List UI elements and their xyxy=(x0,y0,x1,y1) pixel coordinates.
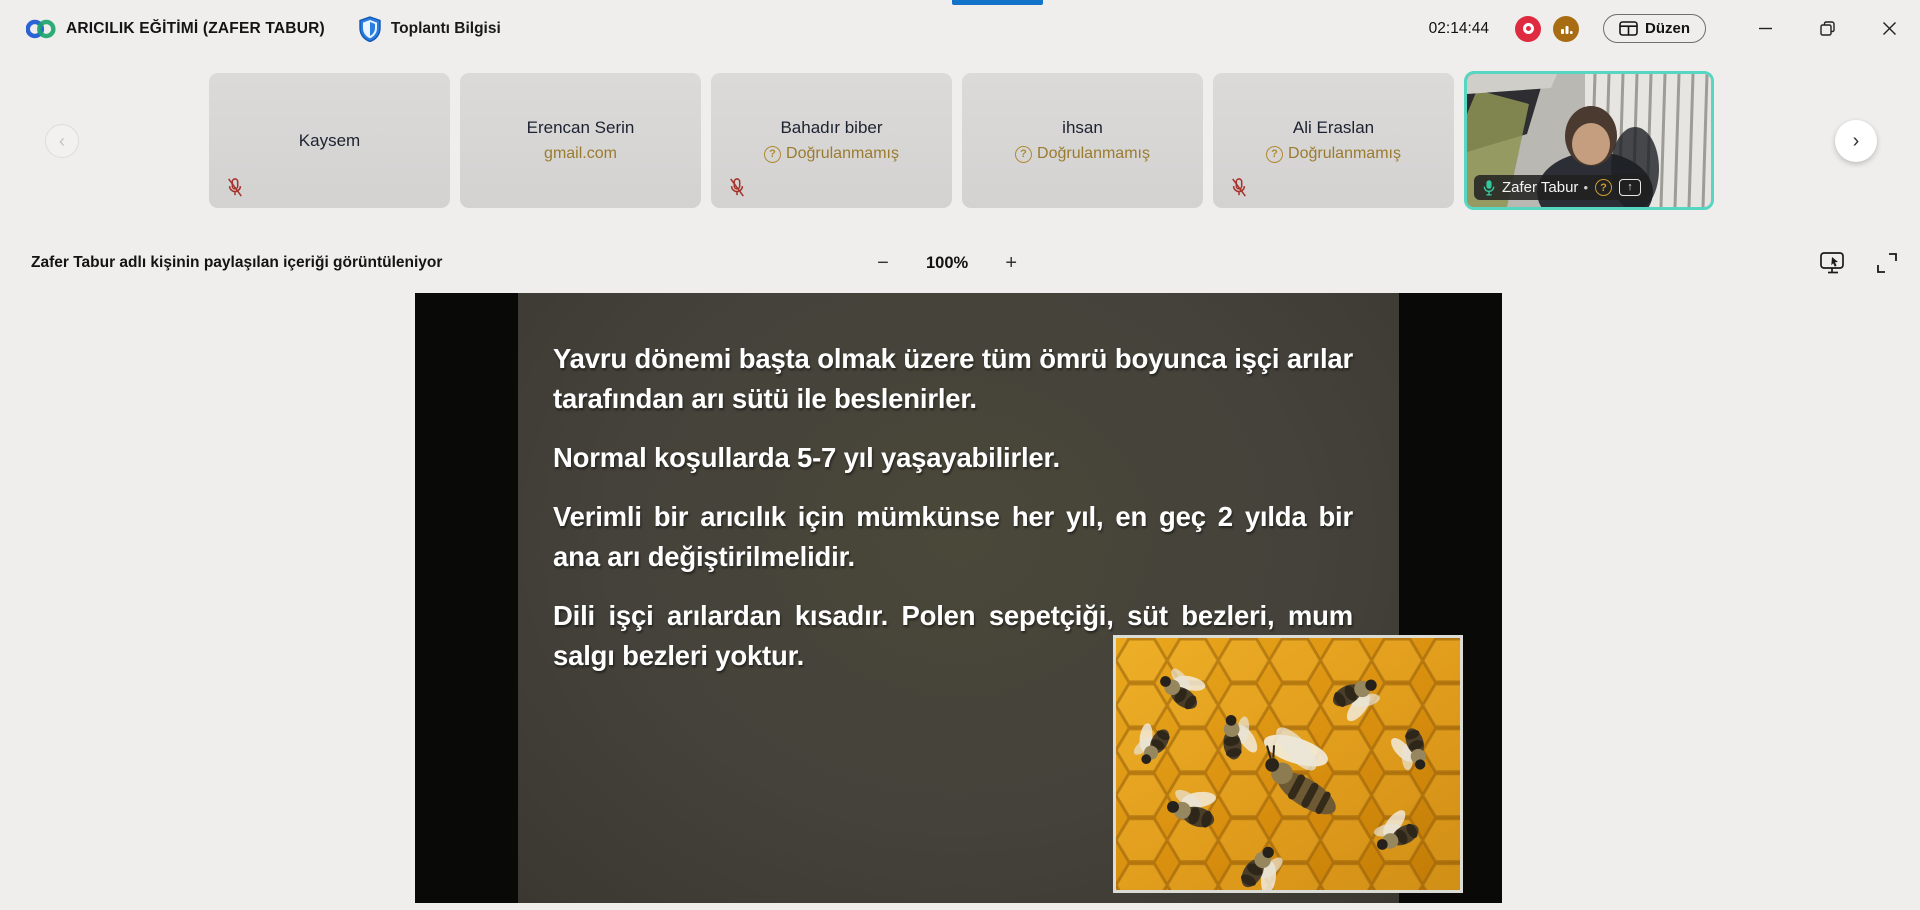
share-status-bar xyxy=(0,240,1920,286)
connection-quality-icon[interactable] xyxy=(1553,16,1579,42)
label-separator-dot: • xyxy=(1583,180,1588,195)
minimize-button[interactable] xyxy=(1734,0,1796,57)
layout-button[interactable] xyxy=(1603,14,1706,43)
participant-subtitle xyxy=(544,145,617,163)
participant-subtitle-label: Doğrulanmamış xyxy=(786,145,899,162)
slide-paragraph: Verimli bir arıcılık için mümkünse her yıl, en geç 2 yılda bir ana arı değiştirilmelidir. xyxy=(553,501,1353,572)
zoom-in-button[interactable]: + xyxy=(1005,251,1018,274)
meeting-timer: 02:14:44 xyxy=(1428,19,1489,37)
mic-on-icon xyxy=(1483,179,1495,196)
filmstrip-prev-button[interactable]: ‹ xyxy=(45,124,79,158)
record-indicator-icon[interactable] xyxy=(1515,16,1541,42)
video-name-label xyxy=(1474,175,1650,200)
active-speaker-name: Zafer Tabur xyxy=(1502,179,1579,196)
participant-subtitle-label: Doğrulanmamış xyxy=(1037,145,1150,162)
title-bar xyxy=(0,0,1920,57)
filmstrip-next-button[interactable]: › xyxy=(1835,120,1877,162)
slide-paragraph: Normal koşullarda 5-7 yıl yaşayabilirler. xyxy=(553,442,1060,473)
mic-muted-icon xyxy=(728,177,746,198)
unverified-icon: ? xyxy=(764,146,781,163)
zoom-level[interactable]: 100% xyxy=(926,253,969,272)
slide-paragraph: Dili işçi arılardan kısadır. Polen sepetçiği, süt bezleri, mum salgı bezleri yoktur. xyxy=(553,600,1353,671)
participant-tile[interactable] xyxy=(962,73,1203,208)
fullscreen-icon[interactable] xyxy=(1872,248,1902,278)
participant-subtitle-label: gmail.com xyxy=(544,145,617,162)
participant-name: Bahadır biber xyxy=(780,118,883,137)
share-control-tab[interactable] xyxy=(952,0,1043,5)
shared-content-area xyxy=(415,293,1502,903)
mic-muted-icon xyxy=(1230,177,1248,198)
remote-control-icon[interactable] xyxy=(1818,248,1848,278)
participant-tile[interactable] xyxy=(209,73,450,208)
zoom-controls xyxy=(870,240,1024,286)
participant-name: ihsan xyxy=(1062,118,1103,137)
participant-tile[interactable] xyxy=(460,73,701,208)
meeting-info-button[interactable]: Toplantı Bilgisi xyxy=(390,19,501,37)
participant-subtitle-label: Doğrulanmamış xyxy=(1288,145,1401,162)
webex-logo-icon xyxy=(26,18,56,40)
participant-tile[interactable] xyxy=(711,73,952,208)
participant-tile[interactable] xyxy=(1213,73,1454,208)
share-status-text: Zafer Tabur adlı kişinin paylaşılan içeriği görüntüleniyor xyxy=(31,254,443,271)
unverified-icon: ? xyxy=(1595,179,1612,196)
layout-button-label: Düzen xyxy=(1645,20,1690,37)
shield-icon xyxy=(359,16,381,42)
meeting-title: ARICILIK EĞİTİMİ (ZAFER TABUR) xyxy=(66,19,325,37)
close-button[interactable] xyxy=(1858,0,1920,57)
mic-muted-icon xyxy=(226,177,244,198)
zoom-out-button[interactable]: − xyxy=(877,251,889,274)
participant-filmstrip xyxy=(209,73,1714,210)
unverified-icon: ? xyxy=(1266,146,1283,163)
participant-subtitle xyxy=(1015,145,1150,163)
presentation-slide xyxy=(518,293,1399,903)
participant-name: Kaysem xyxy=(298,130,361,150)
slide-paragraph: Yavru dönemi başta olmak üzere tüm ömrü boyunca işçi arılar tarafından arı sütü ile beslenirler. xyxy=(553,343,1353,414)
layout-icon xyxy=(1619,21,1638,36)
participant-name: Ali Eraslan xyxy=(1292,118,1375,137)
window-controls xyxy=(1734,0,1920,57)
unverified-icon: ? xyxy=(1015,146,1032,163)
participant-name: Erencan Serin xyxy=(526,118,635,137)
bee-photo xyxy=(1113,635,1463,893)
restore-button[interactable] xyxy=(1796,0,1858,57)
active-speaker-video-tile[interactable] xyxy=(1464,71,1714,210)
participant-subtitle xyxy=(1266,145,1401,163)
sharing-indicator-icon: ↑ xyxy=(1619,179,1641,196)
participant-subtitle xyxy=(764,145,899,163)
